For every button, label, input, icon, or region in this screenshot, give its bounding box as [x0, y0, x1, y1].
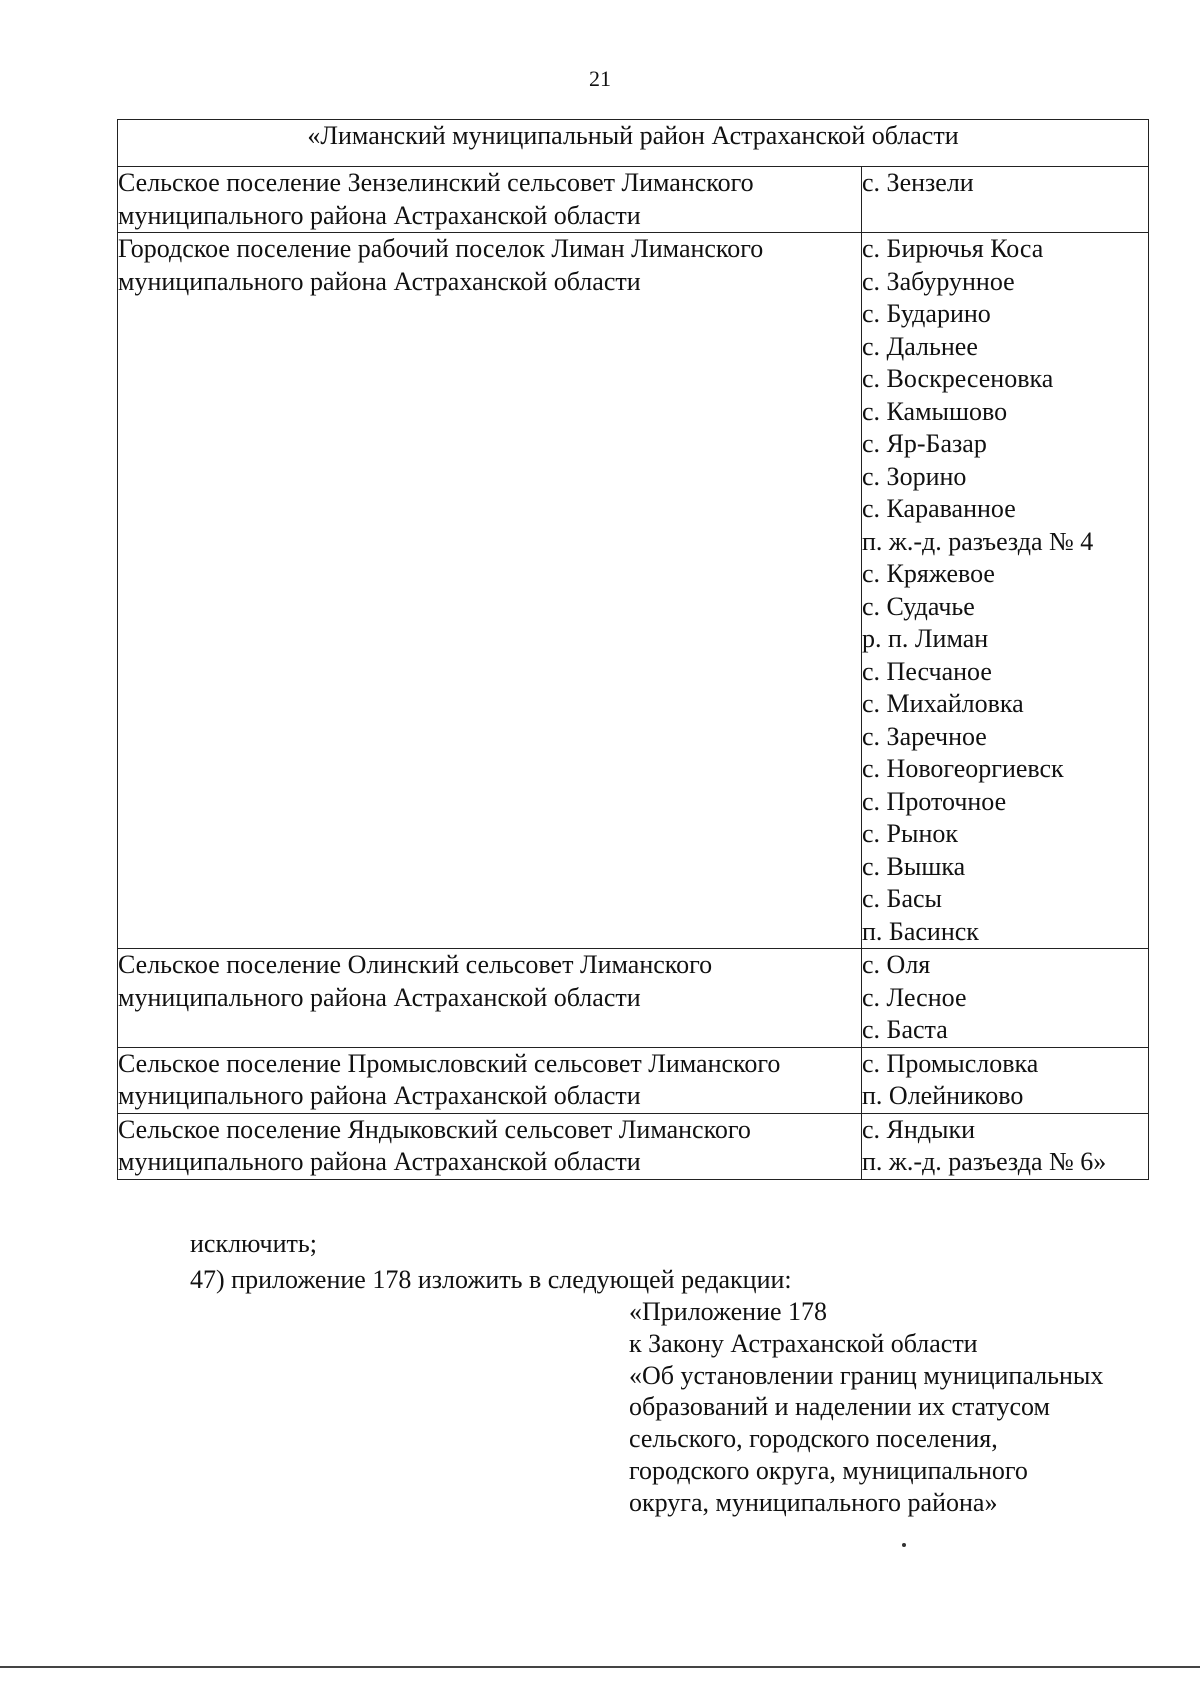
- annex-line: к Закону Астраханской области: [629, 1328, 978, 1358]
- table-row: [118, 949, 1149, 1048]
- settlement-item: с. Проточное: [862, 786, 1007, 816]
- table-row: [118, 1113, 1149, 1179]
- settlement-item: с. Зорино: [862, 461, 967, 491]
- settlement-item: п. Олейниково: [862, 1081, 1024, 1110]
- settlement-item: с. Бирючья Коса: [862, 234, 1044, 263]
- settlement-item: с. Рынок: [862, 819, 959, 848]
- bottom-rule: [0, 1666, 1200, 1668]
- annex-line: «Об установлении границ муниципальных: [629, 1360, 1104, 1390]
- municipality-name: Сельское поселение Промысловский сельсовет Лиманского муниципального района Астраханской области: [118, 1047, 862, 1113]
- settlement-item: с. Зензели: [862, 168, 974, 197]
- settlement-item: с. Вышка: [862, 851, 966, 881]
- municipality-name: Сельское поселение Яндыковский сельсовет Лиманского муниципального района Астраханской области: [118, 1113, 862, 1179]
- settlements-table: [117, 119, 1149, 1180]
- settlement-list: [862, 233, 1149, 949]
- settlement-item: п. Басинск: [862, 916, 979, 946]
- settlement-list: [862, 949, 1149, 1048]
- settlement-item: с. Промысловка: [862, 1048, 1039, 1078]
- settlement-item: р. п. Лиман: [862, 624, 989, 653]
- municipality-name: Сельское поселение Олинский сельсовет Лиманского муниципального района Астраханской области: [118, 949, 862, 1048]
- settlement-item: с. Судачье: [862, 591, 975, 621]
- settlement-list: [862, 1047, 1149, 1113]
- district-title: «Лиманский муниципальный район Астраханской области: [118, 120, 1149, 167]
- table-row: [118, 167, 1149, 233]
- settlement-item: с. Новогеоргиевск: [862, 754, 1064, 783]
- table-title-row: [118, 120, 1149, 167]
- item-47-text: 47) приложение 178 изложить в следующей редакции:: [190, 1265, 792, 1294]
- annex-line: сельского, городского поселения,: [629, 1424, 998, 1454]
- annex-line: образований и наделении их статусом: [629, 1392, 1051, 1422]
- settlement-item: с. Лесное: [862, 982, 967, 1012]
- municipality-name: Сельское поселение Зензелинский сельсовет Лиманского муниципального района Астраханской области: [118, 167, 862, 233]
- settlement-item: с. Песчаное: [862, 656, 992, 686]
- settlement-item: с. Воскресеновка: [862, 364, 1054, 393]
- settlement-item: с. Забурунное: [862, 266, 1015, 296]
- settlement-item: с. Яндыки: [862, 1114, 976, 1144]
- settlement-item: с. Яр-Базар: [862, 429, 987, 458]
- municipality-name: Городское поселение рабочий поселок Лиман Лиманского муниципального района Астраханской области: [118, 233, 862, 949]
- settlement-item: с. Бударино: [862, 299, 991, 328]
- settlement-item: п. ж.-д. разъезда № 6»: [862, 1147, 1107, 1176]
- stray-dot: [902, 1543, 906, 1547]
- settlement-item: с. Баста: [862, 1015, 948, 1044]
- settlement-item: с. Заречное: [862, 721, 987, 751]
- settlement-item: с. Кряжевое: [862, 559, 995, 588]
- settlement-item: с. Камышово: [862, 396, 1008, 426]
- annex-line: «Приложение 178: [629, 1297, 828, 1326]
- settlement-item: с. Дальнее: [862, 331, 978, 361]
- settlement-item: с. Михайловка: [862, 689, 1024, 718]
- settlement-item: с. Караванное: [862, 494, 1016, 523]
- annex-line: городского округа, муниципального: [629, 1455, 1028, 1485]
- settlement-list: [862, 1113, 1149, 1179]
- page-number: 21: [589, 66, 611, 91]
- settlement-item: п. ж.-д. разъезда № 4: [862, 526, 1094, 556]
- annex-line: округа, муниципального района»: [629, 1487, 998, 1517]
- settlement-list: [862, 167, 1149, 233]
- table-row: [118, 1047, 1149, 1113]
- settlement-item: с. Оля: [862, 950, 931, 979]
- settlement-item: с. Басы: [862, 884, 943, 913]
- exclude-text: исключить;: [190, 1229, 317, 1258]
- annex-heading: [629, 1296, 1103, 1519]
- table-row: [118, 233, 1149, 949]
